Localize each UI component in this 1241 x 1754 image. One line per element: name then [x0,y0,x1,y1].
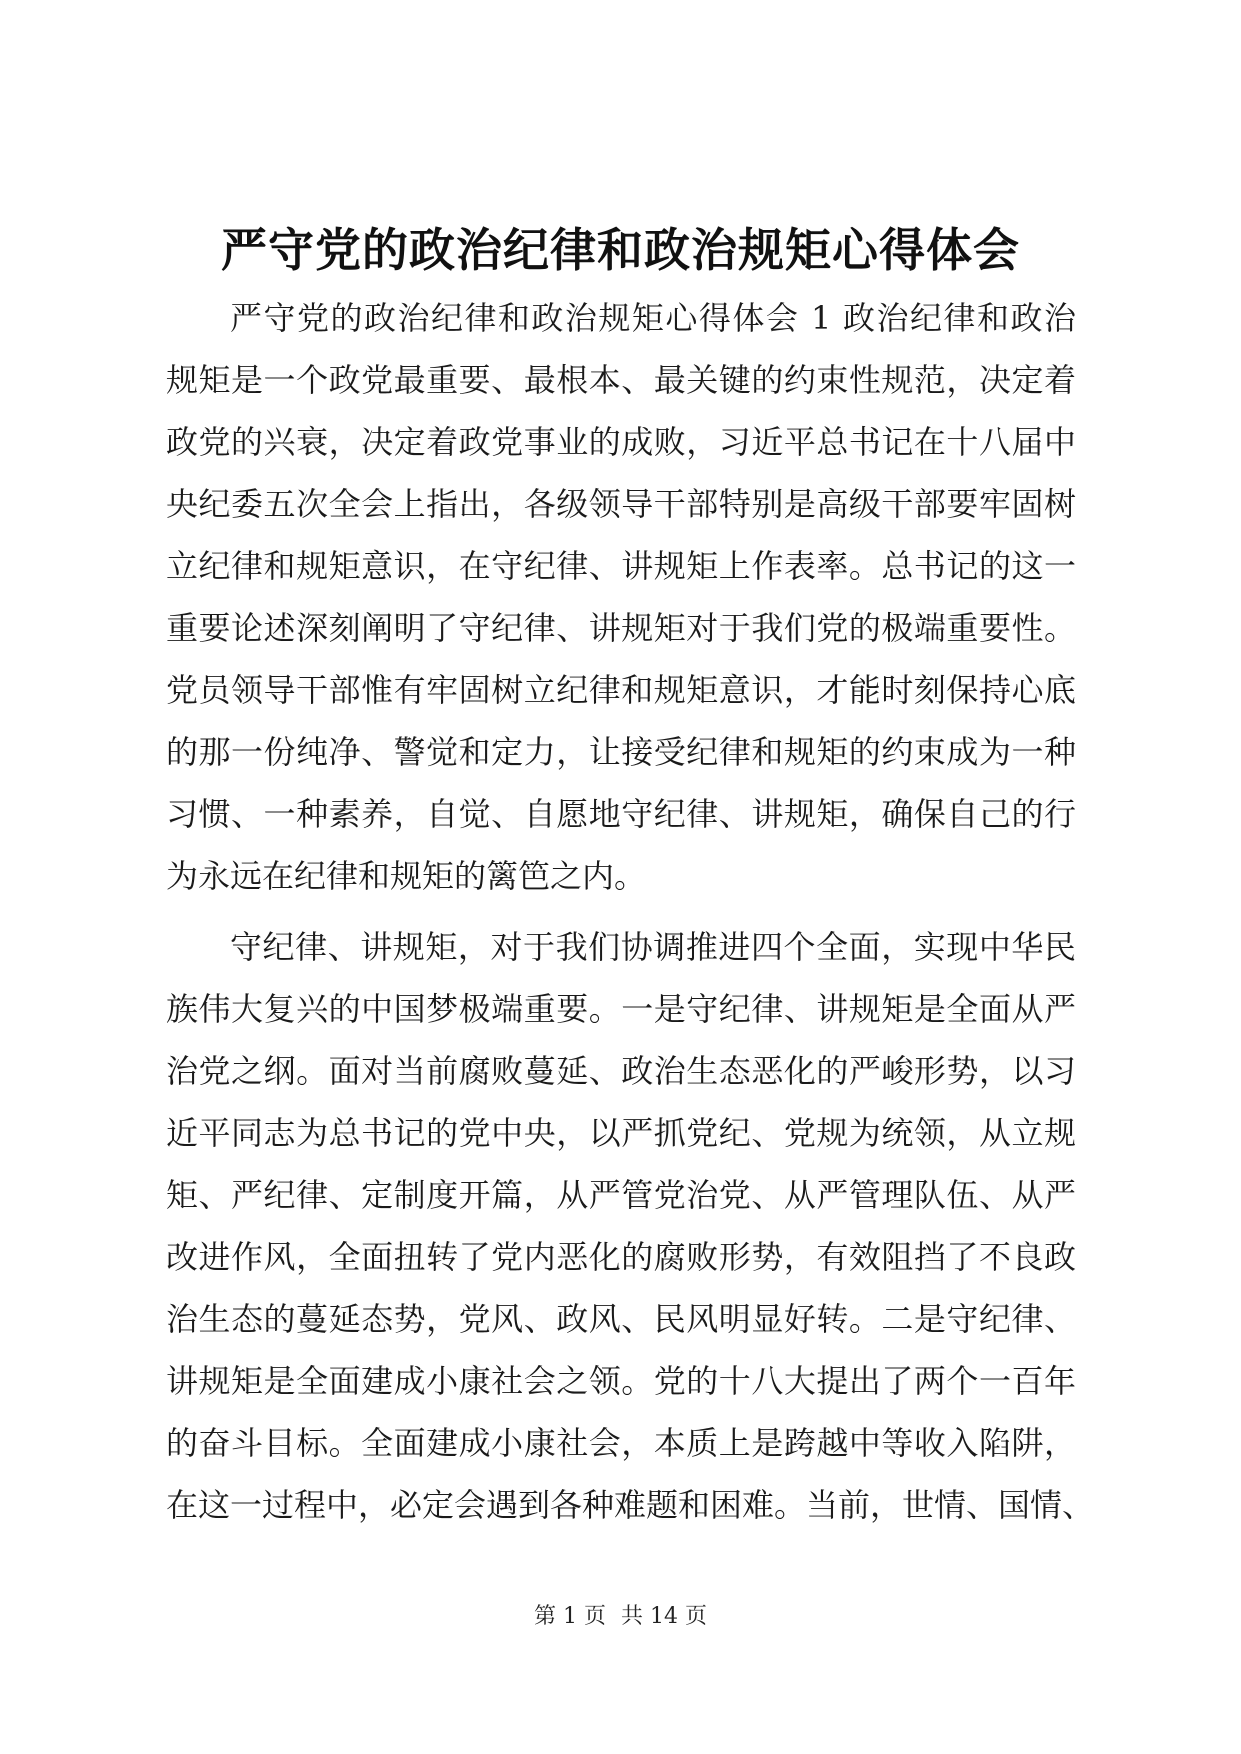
paragraph-line: 族伟大复兴的中国梦极端重要。一是守纪律、讲规矩是全面从严 [166,990,1076,1028]
paragraph-line: 重要论述深刻阐明了守纪律、讲规矩对于我们党的极端重要性。 [166,609,1076,647]
paragraph-line: 改进作风，全面扭转了党内恶化的腐败形势，有效阻挡了不良政 [166,1238,1076,1276]
paragraph-line: 央纪委五次全会上指出，各级领导干部特别是高级干部要牢固树 [166,485,1076,523]
paragraph-line: 治生态的蔓延态势，党风、政风、民风明显好转。二是守纪律、 [166,1300,1076,1338]
paragraph-line: 的那一份纯净、警觉和定力，让接受纪律和规矩的约束成为一种 [166,733,1076,771]
paragraph-line: 立纪律和规矩意识，在守纪律、讲规矩上作表率。总书记的这一 [166,547,1076,585]
paragraph-line: 讲规矩是全面建成小康社会之领。党的十八大提出了两个一百年 [166,1362,1076,1400]
paragraph-line: 治党之纲。面对当前腐败蔓延、政治生态恶化的严峻形势，以习 [166,1052,1076,1090]
total-pages: 共 14 页 [621,1604,707,1629]
paragraph-line: 在这一过程中，必定会遇到各种难题和困难。当前，世情、国情、 [166,1486,1095,1524]
paragraph-line: 为永远在纪律和规矩的篱笆之内。 [166,857,647,895]
paragraph-line: 政党的兴衰，决定着政党事业的成败，习近平总书记在十八届中 [166,423,1076,461]
paragraph-line: 党员领导干部惟有牢固树立纪律和规矩意识，才能时刻保持心底 [166,671,1076,709]
paragraph-line: 的奋斗目标。全面建成小康社会，本质上是跨越中等收入陷阱， [166,1424,1076,1462]
paragraph-line: 矩、严纪律、定制度开篇，从严管党治党、从严管理队伍、从严 [166,1176,1076,1214]
document-title: 严守党的政治纪律和政治规矩心得体会 [221,223,1020,277]
paragraph-2 [166,916,1095,1536]
paragraph-1 [166,287,1076,907]
paragraph-line: 规矩是一个政党最重要、最根本、最关键的约束性规范，决定着 [166,361,1076,399]
paragraph-spacer [166,907,1076,916]
document-body [166,287,1095,1536]
paragraph-line: 习惯、一种素养，自觉、自愿地守纪律、讲规矩，确保自己的行 [166,795,1076,833]
page-number: 第 1 页 [534,1604,606,1629]
page-footer [0,1602,1241,1632]
paragraph-line: 守纪律、讲规矩，对于我们协调推进四个全面，实现中华民 [230,928,1076,966]
paragraph-line: 严守党的政治纪律和政治规矩心得体会 1 政治纪律和政治 [230,299,1076,337]
paragraph-line: 近平同志为总书记的党中央，以严抓党纪、党规为统领，从立规 [166,1114,1076,1152]
